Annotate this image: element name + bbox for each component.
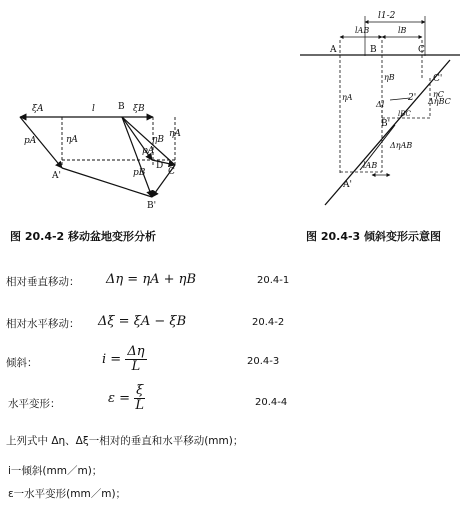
formula-row-1 (0, 270, 466, 294)
label-eta-b: ηB (152, 135, 165, 145)
label-l: l (92, 104, 95, 114)
figure-right-caption: 图 20.4-3 倾斜变形示意图 (306, 230, 442, 243)
formula-lhs: i = (102, 352, 122, 367)
label-eta-c: ηC (433, 90, 444, 99)
label-b-prime: B' (147, 201, 157, 211)
label-l-ab: lAB (355, 26, 370, 35)
label-xi-a: ξA (32, 104, 44, 114)
formula-expression (108, 384, 145, 413)
formula-label: 相对垂直移动： (6, 276, 80, 288)
label-l12: l1-2 (378, 11, 396, 21)
label-eta-a: ηA (342, 93, 353, 102)
fraction (125, 345, 146, 374)
formula-number: 20.4-2 (252, 317, 285, 328)
formula-expression: Δξ = ξA − ξB (98, 314, 187, 329)
figure-right-diagram (300, 0, 466, 225)
label-b: B (370, 45, 377, 55)
label-a-prime: A' (52, 171, 61, 181)
label-a: A (330, 45, 337, 55)
fraction-denominator: L (135, 398, 145, 413)
label-l-ab-bottom: lAB (363, 161, 378, 170)
formula-number: 20.4-3 (247, 356, 280, 367)
label-l-bc: lBC (398, 110, 411, 118)
label-c-prime: C' (433, 74, 443, 84)
formula-label: 倾斜： (6, 357, 38, 369)
label-p-b: pB (133, 168, 146, 178)
formula-number: 20.4-1 (257, 275, 290, 286)
label-delta-l: Δl (376, 100, 385, 109)
formula-label: 相对水平移动： (6, 318, 80, 330)
label-a-prime: A' (343, 180, 352, 190)
formula-lhs: ε = (108, 391, 131, 406)
note-line-3: ε一水平变形(mm／m)； (8, 488, 127, 500)
formula-expression (102, 345, 147, 374)
label-delta-eta-bc: ΔηBC (428, 97, 451, 106)
formula-row-2 (0, 312, 466, 336)
label-l-b: lB (398, 26, 407, 35)
label-c: C (168, 167, 175, 177)
label-b: B (118, 102, 125, 112)
formula-row-4 (0, 384, 466, 420)
label-p-a2: pA (142, 146, 155, 156)
fraction-denominator: L (131, 359, 141, 374)
note-line-2: i一倾斜(mm／m)； (8, 465, 103, 477)
label-eta-a: ηA (66, 135, 78, 145)
label-p-a: pA (24, 136, 37, 146)
label-eta-a-right: ηA (169, 129, 181, 139)
formula-label: 水平变形： (8, 398, 61, 410)
label-xi-b: ξB (133, 104, 145, 114)
formula-expression: Δη = ηA + ηB (106, 272, 197, 287)
fraction-numerator: Δη (127, 344, 145, 359)
label-c: C (418, 45, 425, 55)
label-d: D (156, 161, 164, 171)
fraction (134, 384, 145, 413)
label-delta-eta-ab: ΔηAB (390, 141, 413, 150)
formula-number: 20.4-4 (255, 397, 288, 408)
label-two-prime: 2' (408, 93, 417, 103)
formula-row-3 (0, 345, 466, 381)
figure-left-diagram (0, 0, 230, 225)
label-eta-b: ηB (384, 73, 395, 82)
note-line-1: 上列式中 Δη、Δξ一相对的垂直和水平移动(mm)； (6, 435, 244, 447)
fraction-numerator: ξ (136, 383, 144, 398)
label-b-prime: B' (381, 119, 391, 129)
figure-left-caption: 图 20.4-2 移动盆地变形分析 (10, 230, 157, 243)
